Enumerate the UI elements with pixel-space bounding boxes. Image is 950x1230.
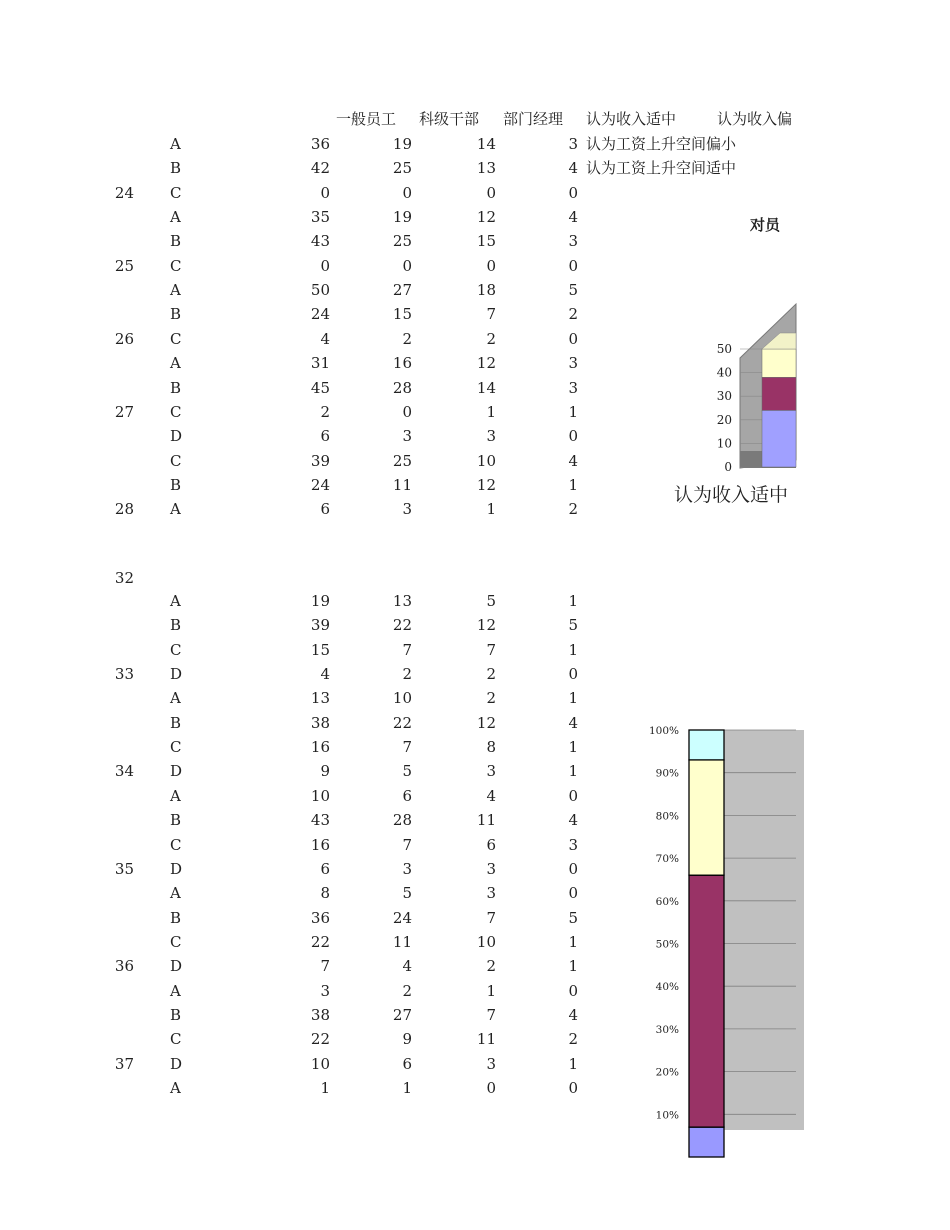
value-cell: 5 (486, 592, 496, 610)
value-cell: 0 (568, 981, 578, 1000)
chart2-tick-label: 20% (655, 1066, 679, 1079)
value-cell: 3 (486, 762, 496, 781)
value-cell: 1 (568, 640, 578, 659)
value-cell: 11 (392, 932, 412, 951)
value-cell: 13 (310, 689, 330, 708)
chart2-tick-label: 100% (648, 725, 679, 737)
value-cell: 1 (486, 402, 496, 421)
value-cell: 45 (310, 378, 330, 397)
question-number: 33 (114, 665, 134, 684)
option-label: C (170, 640, 182, 659)
value-cell: 4 (320, 329, 330, 348)
value-cell: 5 (568, 281, 578, 300)
chart-100-stacked (640, 720, 796, 1122)
chart2-tick-label: 40% (655, 981, 679, 994)
value-cell: 27 (392, 281, 412, 300)
value-cell: 13 (476, 159, 496, 178)
value-cell: 2 (486, 329, 496, 348)
column-header: 认为收入适中 (586, 110, 677, 128)
option-label: B (170, 616, 182, 635)
option-label: A (170, 981, 181, 1000)
value-cell: 7 (486, 640, 496, 659)
value-cell: 16 (392, 354, 412, 373)
value-cell: 6 (402, 1054, 412, 1073)
option-label: A (170, 281, 181, 300)
side-note: 认为工资上升空间偏小 (586, 135, 737, 153)
value-cell: 0 (568, 427, 578, 446)
value-cell: 7 (402, 738, 412, 757)
value-cell: 6 (320, 859, 330, 878)
value-cell: 7 (402, 640, 412, 659)
value-cell: 19 (392, 135, 412, 153)
value-cell: 3 (568, 835, 578, 854)
value-cell: 0 (568, 183, 578, 202)
value-cell: 4 (568, 811, 578, 830)
value-cell: 39 (310, 616, 330, 635)
option-label: A (170, 1079, 181, 1097)
question-number: 28 (114, 500, 134, 519)
question-number: 34 (114, 762, 134, 781)
question-number: 37 (114, 1054, 134, 1073)
value-cell: 5 (402, 762, 412, 781)
value-cell: 6 (320, 427, 330, 446)
value-cell: 0 (568, 786, 578, 805)
value-cell: 8 (486, 738, 496, 757)
value-cell: 7 (486, 305, 496, 324)
value-cell: 0 (568, 884, 578, 903)
chart1-bar-segment (762, 377, 796, 410)
chart1-bar-segment (762, 349, 796, 377)
question-number: 35 (114, 859, 134, 878)
value-cell: 22 (392, 616, 412, 635)
chart2-tick-label: 70% (655, 853, 679, 866)
option-label: D (170, 665, 183, 684)
value-cell: 16 (310, 835, 330, 854)
chart1-tick-label: 0 (724, 460, 732, 474)
option-label: A (170, 354, 181, 373)
question-number: 24 (114, 183, 134, 202)
value-cell: 12 (476, 616, 496, 635)
chart2-plot (640, 720, 796, 1122)
value-cell: 11 (392, 475, 412, 494)
value-cell: 24 (392, 908, 412, 927)
value-cell: 6 (486, 835, 496, 854)
value-cell: 3 (486, 859, 496, 878)
value-cell: 1 (486, 981, 496, 1000)
value-cell: 16 (310, 738, 330, 757)
option-label: D (170, 762, 183, 781)
value-cell: 2 (402, 665, 412, 684)
value-cell: 22 (310, 1030, 330, 1049)
value-cell: 3 (568, 354, 578, 373)
value-cell: 0 (568, 859, 578, 878)
value-cell: 15 (392, 305, 412, 324)
value-cell: 1 (486, 500, 496, 519)
chart1-tick-label: 10 (716, 436, 732, 451)
option-label: A (170, 786, 181, 805)
question-number: 36 (114, 957, 134, 976)
value-cell: 36 (310, 908, 330, 927)
value-cell: 2 (568, 1030, 578, 1049)
column-header: 一般员工 (336, 110, 397, 128)
value-cell: 2 (568, 305, 578, 324)
value-cell: 2 (486, 957, 496, 976)
value-cell: 4 (568, 1005, 578, 1024)
option-label: C (170, 402, 182, 421)
value-cell: 9 (402, 1030, 412, 1049)
chart2-tick-label: 60% (655, 895, 679, 908)
option-label: D (170, 957, 183, 976)
value-cell: 2 (486, 689, 496, 708)
value-cell: 11 (476, 1030, 496, 1049)
value-cell: 35 (310, 208, 330, 227)
value-cell: 22 (392, 713, 412, 732)
value-cell: 1 (568, 689, 578, 708)
value-cell: 7 (402, 835, 412, 854)
chart2-bar-segment (689, 730, 724, 760)
value-cell: 10 (476, 932, 496, 951)
value-cell: 4 (568, 208, 578, 227)
value-cell: 0 (568, 665, 578, 684)
value-cell: 19 (392, 208, 412, 227)
value-cell: 3 (486, 427, 496, 446)
chart2-tick-label: 10% (655, 1109, 679, 1122)
chart2-bar-segment (689, 875, 724, 1127)
column-header: 部门经理 (503, 110, 564, 128)
value-cell: 7 (486, 1005, 496, 1024)
value-cell: 0 (568, 1079, 578, 1097)
option-label: A (170, 592, 181, 610)
chart1-bar-segment (762, 410, 796, 467)
option-label: A (170, 135, 181, 153)
option-label: B (170, 908, 182, 927)
column-header: 科级干部 (419, 110, 480, 128)
option-label: B (170, 475, 182, 494)
value-cell: 3 (568, 378, 578, 397)
value-cell: 5 (568, 908, 578, 927)
value-cell: 3 (486, 884, 496, 903)
value-cell: 3 (320, 981, 330, 1000)
chart1-plot (640, 230, 796, 510)
value-cell: 22 (310, 932, 330, 951)
option-label: C (170, 1030, 182, 1049)
value-cell: 3 (402, 427, 412, 446)
chart2-tick-label: 90% (655, 767, 679, 780)
value-cell: 38 (310, 713, 330, 732)
question-number: 25 (114, 256, 134, 275)
question-number: 27 (114, 402, 134, 421)
value-cell: 3 (568, 135, 578, 153)
value-cell: 0 (320, 256, 330, 275)
value-cell: 1 (568, 738, 578, 757)
option-label: D (170, 1054, 183, 1073)
option-label: C (170, 835, 182, 854)
value-cell: 4 (402, 957, 412, 976)
option-label: C (170, 183, 182, 202)
value-cell: 4 (568, 713, 578, 732)
chart1-tick-label: 50 (716, 342, 732, 356)
value-cell: 4 (486, 786, 496, 805)
question-number: 32 (114, 569, 134, 587)
option-label: A (170, 689, 181, 708)
value-cell: 0 (568, 256, 578, 275)
chart2-bar-segment (689, 760, 724, 875)
value-cell: 4 (568, 451, 578, 470)
option-label: C (170, 451, 182, 470)
value-cell: 3 (402, 500, 412, 519)
option-label: C (170, 738, 182, 757)
value-cell: 10 (310, 786, 330, 805)
value-cell: 0 (320, 183, 330, 202)
value-cell: 24 (310, 305, 330, 324)
option-label: B (170, 305, 182, 324)
value-cell: 4 (320, 665, 330, 684)
chart1-category-label: 认为收入适中 (674, 484, 789, 506)
value-cell: 1 (320, 1079, 330, 1097)
option-label: C (170, 329, 182, 348)
value-cell: 11 (476, 811, 496, 830)
option-label: C (170, 932, 182, 951)
chart1-title: 对员 (750, 216, 781, 234)
value-cell: 13 (392, 592, 412, 610)
value-cell: 6 (320, 500, 330, 519)
value-cell: 12 (476, 354, 496, 373)
value-cell: 1 (568, 762, 578, 781)
value-cell: 42 (310, 159, 330, 178)
option-label: B (170, 713, 182, 732)
value-cell: 4 (568, 159, 578, 178)
value-cell: 6 (402, 786, 412, 805)
value-cell: 3 (568, 232, 578, 251)
value-cell: 2 (402, 329, 412, 348)
option-label: B (170, 232, 182, 251)
value-cell: 1 (568, 932, 578, 951)
value-cell: 18 (476, 281, 496, 300)
option-label: A (170, 208, 181, 227)
option-label: B (170, 811, 182, 830)
question-number: 26 (114, 329, 134, 348)
value-cell: 0 (486, 183, 496, 202)
value-cell: 25 (392, 159, 412, 178)
value-cell: 1 (568, 402, 578, 421)
option-label: D (170, 859, 183, 878)
value-cell: 2 (402, 981, 412, 1000)
value-cell: 25 (392, 451, 412, 470)
value-cell: 9 (320, 762, 330, 781)
value-cell: 3 (402, 859, 412, 878)
value-cell: 5 (402, 884, 412, 903)
value-cell: 0 (402, 256, 412, 275)
value-cell: 19 (310, 592, 330, 610)
value-cell: 28 (392, 811, 412, 830)
column-header: 认为收入偏 (717, 110, 793, 128)
option-label: D (170, 427, 183, 446)
value-cell: 28 (392, 378, 412, 397)
chart1-tick-label: 40 (716, 365, 732, 380)
value-cell: 10 (310, 1054, 330, 1073)
value-cell: 25 (392, 232, 412, 251)
value-cell: 12 (476, 475, 496, 494)
value-cell: 2 (320, 402, 330, 421)
value-cell: 15 (476, 232, 496, 251)
option-label: B (170, 1005, 182, 1024)
value-cell: 7 (320, 957, 330, 976)
chart2-tick-label: 30% (655, 1023, 679, 1036)
value-cell: 0 (486, 1079, 496, 1097)
value-cell: 0 (568, 329, 578, 348)
value-cell: 1 (402, 1079, 412, 1097)
value-cell: 10 (476, 451, 496, 470)
value-cell: 43 (310, 232, 330, 251)
value-cell: 12 (476, 713, 496, 732)
chart2-tick-label: 50% (655, 938, 679, 951)
value-cell: 14 (476, 135, 496, 153)
value-cell: 3 (486, 1054, 496, 1073)
chart2-tick-label: 80% (655, 810, 679, 823)
option-label: A (170, 500, 181, 519)
value-cell: 12 (476, 208, 496, 227)
chart1-tick-label: 20 (716, 412, 732, 427)
option-label: A (170, 884, 181, 903)
value-cell: 0 (402, 183, 412, 202)
value-cell: 8 (320, 884, 330, 903)
value-cell: 24 (310, 475, 330, 494)
value-cell: 1 (568, 1054, 578, 1073)
value-cell: 2 (486, 665, 496, 684)
chart1-tick-label: 30 (716, 389, 732, 404)
value-cell: 7 (486, 908, 496, 927)
value-cell: 31 (310, 354, 330, 373)
value-cell: 1 (568, 957, 578, 976)
chart-3d-stacked (640, 200, 796, 510)
value-cell: 0 (402, 402, 412, 421)
option-label: C (170, 256, 182, 275)
value-cell: 38 (310, 1005, 330, 1024)
option-label: B (170, 378, 182, 397)
value-cell: 43 (310, 811, 330, 830)
value-cell: 2 (568, 500, 578, 519)
value-cell: 39 (310, 451, 330, 470)
chart2-plot-area (724, 730, 804, 1130)
value-cell: 0 (486, 256, 496, 275)
value-cell: 14 (476, 378, 496, 397)
value-cell: 5 (568, 616, 578, 635)
value-cell: 10 (392, 689, 412, 708)
side-note: 认为工资上升空间适中 (586, 159, 737, 177)
value-cell: 36 (310, 135, 330, 153)
value-cell: 1 (568, 592, 578, 610)
chart2-bar-segment (689, 1127, 724, 1157)
value-cell: 15 (310, 640, 330, 659)
value-cell: 50 (310, 281, 330, 300)
value-cell: 27 (392, 1005, 412, 1024)
option-label: B (170, 159, 182, 178)
value-cell: 1 (568, 475, 578, 494)
